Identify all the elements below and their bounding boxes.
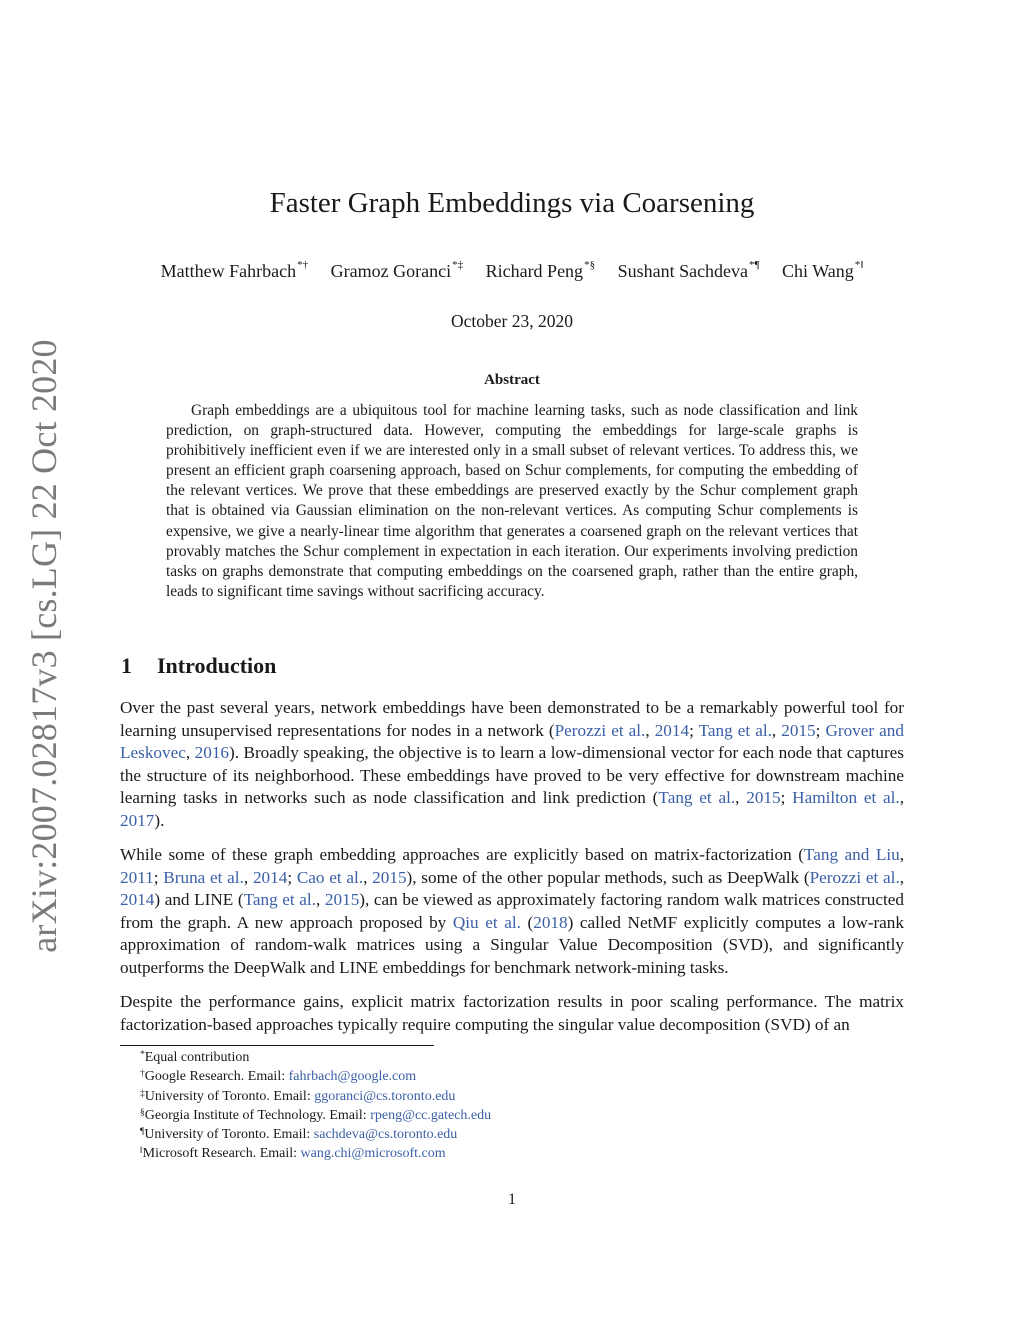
citation-link[interactable]: 2017 [120,810,155,830]
paper-title: Faster Graph Embeddings via Coarsening [269,187,755,219]
section-title: Introduction [157,653,277,678]
citation-link[interactable]: Tang et al. [698,720,772,740]
footnote-divider [120,1045,434,1046]
page-number: 1 [508,1191,516,1208]
introduction-paragraph [120,844,904,980]
author-affiliation-marks: *† [297,259,309,271]
footnote-mark: † [140,1069,145,1080]
footnote [140,1145,491,1164]
paragraph-text: , [645,720,655,740]
author-affiliation-marks: *‖ [854,259,864,271]
citation-link[interactable]: Qiu et al. [452,912,521,932]
paragraph-text: ). Broadly speaking, the objective is to learn a low-dimensional vector for each node that captures the structure of its neighborhood. These embeddings have proved to be very effective for downstream machine learning tasks in networks such as node classification and link prediction ( [120,743,904,808]
paragraph-text: , [363,867,373,887]
footnote-mark: * [140,1050,145,1060]
paragraph-text: Despite the performance gains, explicit matrix factorization results in poor scaling performance. The matrix factorization-based approaches typically require computing the singular value decomposition (SVD) of an [120,992,904,1034]
footnote-mark: ‡ [140,1088,145,1099]
citation-link[interactable]: 2015 [746,788,781,808]
footnote-mark: ¶ [140,1127,145,1138]
citation-link[interactable]: 2016 [194,743,229,763]
paragraph-text: ). [154,810,165,830]
citation-link[interactable]: Tang et al. [658,788,736,808]
email-link[interactable]: fahrbach@google.com [288,1069,417,1085]
footnote-text: Equal contribution [144,1050,250,1065]
author-name: Matthew Fahrbach [160,261,297,281]
citation-link[interactable]: Perozzi et al. [554,720,646,740]
paragraph-text: , [771,720,782,740]
author [161,254,308,284]
paragraph-text: ; [287,867,297,887]
paragraph-text: , [899,788,905,808]
paragraph-text: ; [815,720,826,740]
citation-link[interactable]: Grover and Leskovec [120,720,904,763]
footnote-text: Georgia Institute of Technology. Email: [144,1107,371,1123]
paragraph-text: While some of these graph embedding approaches are explicitly based on matrix-factorization ( [120,845,804,864]
author-name: Sushant Sachdeva [617,261,749,281]
footnote-mark: § [140,1107,145,1118]
citation-link[interactable]: 2014 [120,890,155,910]
author [486,254,595,284]
paragraph-text: , [899,845,904,864]
author-list [0,254,1024,284]
citation-link[interactable]: Perozzi et al. [809,867,900,887]
paragraph-text: ; [780,788,793,808]
footnote-text: University of Toronto. Email: [144,1127,314,1143]
paragraph-text: , [899,867,905,887]
email-link[interactable]: ggoranci@cs.toronto.edu [314,1088,456,1104]
paragraph-text: , [735,788,747,808]
paragraph-text: ; [153,867,164,887]
paragraph-text: Over the past several years, network embeddings have been demonstrated to be a remarkably powerful tool for learning unsupervised representations for nodes in a network ( [120,698,904,740]
abstract-heading: Abstract [484,372,540,388]
paragraph-text: ( [520,912,534,932]
introduction-paragraph [120,697,904,833]
citation-link[interactable]: 2015 [324,890,360,910]
author-name: Chi Wang [782,261,854,281]
paragraph-text: ) and LINE ( [154,890,244,910]
citation-link[interactable]: 2018 [533,912,568,932]
author-affiliation-marks: *‡ [452,259,464,271]
author-name: Gramoz Goranci [330,261,452,281]
section-heading-introduction [121,652,276,680]
footnote-text: University of Toronto. Email: [144,1088,315,1104]
footnote-mark: ‖ [140,1146,143,1157]
citation-link[interactable]: 2015 [372,867,407,887]
citation-link[interactable]: 2011 [120,867,154,887]
paragraph-text: ; [689,720,699,740]
footnote-text: Microsoft Research. Email: [142,1146,301,1162]
paragraph-text: , [185,743,195,763]
footnote [140,1049,491,1068]
abstract-text: Graph embeddings are a ubiquitous tool for machine learning tasks, such as node classification and link prediction, on graph-structured data. However, computing the embeddings for large-scale graphs is prohibitively inefficient even if we are interested only in a small subset of relevant vertices. To address this, we present an efficient graph coarsening approach, based on Schur complements, for computing the embedding of the relevant vertices. We prove that these embeddings are preserved exactly by the Schur complement graph that is obtained via Gaussian elimination on the non-relevant vertices. As computing Schur complements is expensive, we give a nearly-linear time algorithm that generates a coarsened graph on the relevant vertices that provably matches the Schur complement in expectation in each iteration. Our experiments involving prediction tasks on graphs demonstrate that computing embeddings on the coarsened graph, rather than the entire graph, leads to significant time savings without sacrificing accuracy. [166,402,858,600]
citation-link[interactable]: 2014 [654,720,690,740]
footnote [140,1107,491,1126]
email-link[interactable]: sachdeva@cs.toronto.edu [313,1127,458,1143]
paragraph-text: ) called NetMF explicitly computes a low-rank approximation of random-walk matrices using a Singular Value Decomposition (SVD), and significantly outperforms the DeepWalk and LINE embeddings for benchmark network-mining tasks. [120,912,904,977]
citation-link[interactable]: Bruna et al. [163,867,244,887]
citation-link[interactable]: 2014 [252,867,288,887]
publication-date: October 23, 2020 [451,311,573,331]
paragraph-text: ), some of the other popular methods, such as DeepWalk ( [406,867,810,887]
section-number: 1 [121,653,132,678]
footnote [140,1088,491,1107]
paragraph-text: ), can be viewed as approximately factoring random walk matrices constructed from the graph. A new approach proposed by [120,890,904,932]
author [782,254,863,284]
arxiv-identifier-stamp: arXiv:2007.02817v3 [cs.LG] 22 Oct 2020 [24,339,64,953]
introduction-paragraph [120,991,904,1036]
author-name: Richard Peng [485,261,584,281]
email-link[interactable]: wang.chi@microsoft.com [300,1146,446,1162]
author-affiliation-marks: *§ [584,259,596,271]
footnote-list [140,1049,491,1165]
author [331,254,463,284]
footnote [140,1126,491,1145]
citation-link[interactable]: Hamilton et al. [792,788,900,808]
citation-link[interactable]: 2015 [781,720,816,740]
email-link[interactable]: rpeng@cc.gatech.edu [370,1107,492,1123]
citation-link[interactable]: Tang et al. [243,890,316,910]
footnote-text: Google Research. Email: [144,1069,289,1085]
author-affiliation-marks: *¶ [749,259,760,271]
paragraph-text: , [243,867,253,887]
paragraph-text: , [316,890,325,910]
citation-link[interactable]: Tang and Liu [803,845,900,864]
footnote [140,1068,491,1087]
author [618,254,760,284]
citation-link[interactable]: Cao et al. [296,867,364,887]
